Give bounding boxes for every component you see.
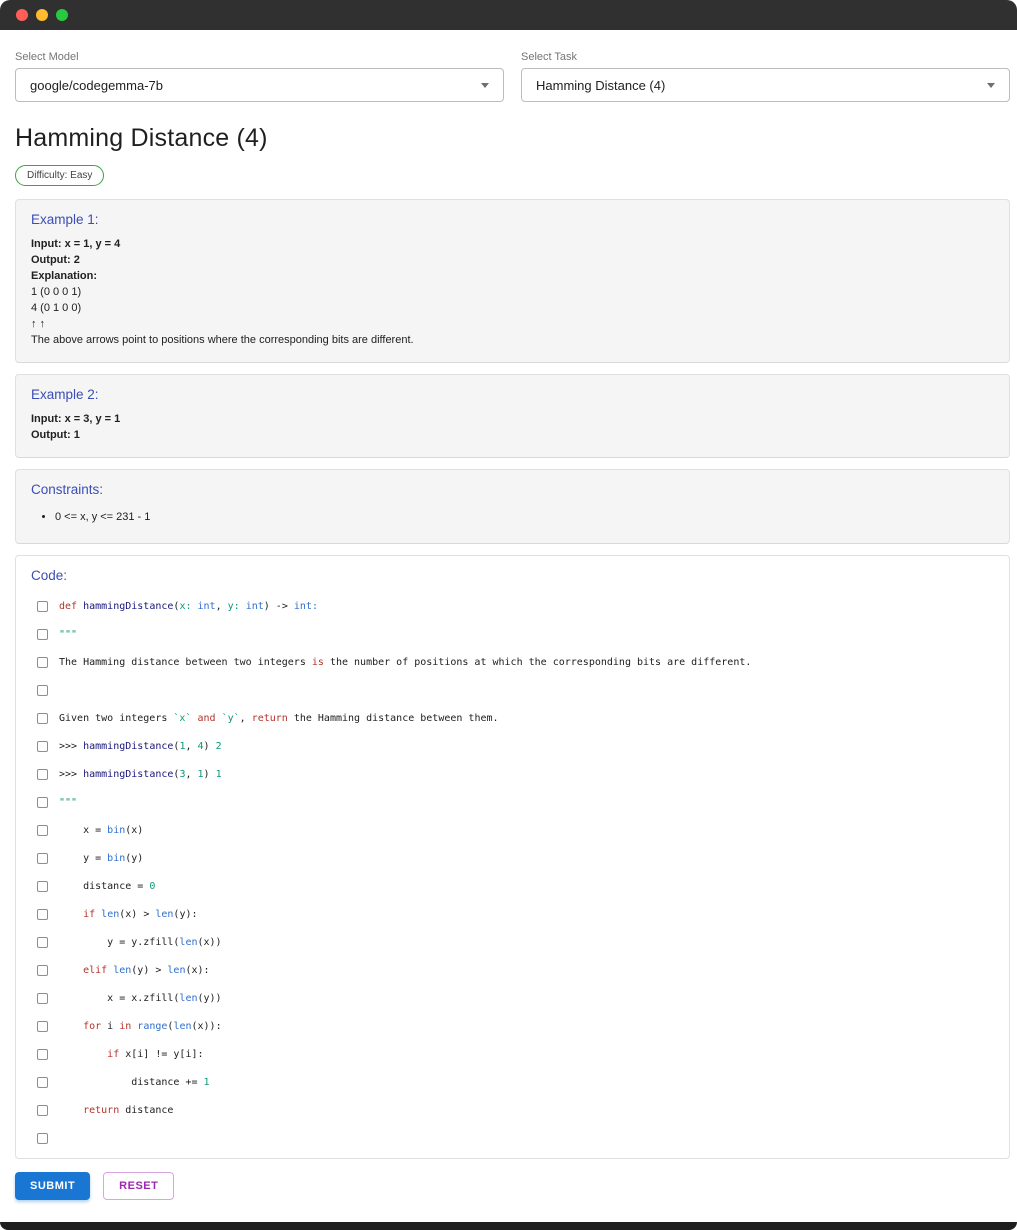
line-checkbox[interactable] [37, 993, 48, 1004]
line-checkbox[interactable] [37, 909, 48, 920]
code-text: for i in range(len(x)): [83, 1020, 222, 1032]
code-line [31, 676, 994, 704]
example-line: 4 (0 1 0 0) [31, 302, 82, 314]
code-text: """ [59, 628, 78, 640]
window-titlebar [0, 0, 1017, 30]
example-2-body [31, 411, 994, 443]
window-bottom-edge [0, 1222, 1017, 1230]
code-line [31, 704, 994, 732]
code-text: >>> hammingDistance(3, 1) 1 [59, 768, 222, 780]
code-text: distance += 1 [59, 1076, 210, 1088]
line-checkbox[interactable] [37, 853, 48, 864]
code-line [31, 844, 994, 872]
code-header: Code: [31, 568, 68, 583]
chevron-down-icon [987, 83, 995, 88]
task-select-label: Select Task [521, 51, 578, 63]
code-line [31, 760, 994, 788]
code-text: Given two integers `x` and `y`, return the Hamming distance between them. [59, 712, 499, 724]
chevron-down-icon [481, 83, 489, 88]
code-line [31, 872, 994, 900]
code-text: """ [59, 796, 78, 808]
example-2-card [15, 374, 1010, 458]
line-checkbox[interactable] [37, 713, 48, 724]
code-line [31, 928, 994, 956]
constraint-item: • 0 <= x, y <= 231 - 1 [55, 509, 994, 525]
minimize-button[interactable] [36, 9, 48, 21]
submit-button[interactable]: SUBMIT [15, 1172, 90, 1200]
example-1-header: Example 1: [31, 212, 99, 227]
code-line [31, 648, 994, 676]
example-line: 1 (0 0 0 1) [31, 286, 82, 298]
line-checkbox[interactable] [37, 825, 48, 836]
code-text: return distance [83, 1104, 174, 1116]
selectors-row [15, 51, 1010, 102]
code-text: The Hamming distance between two integers is the number of positions at which the corresponding bits are different. [59, 656, 752, 668]
example-1-body [31, 236, 994, 348]
code-text: x = bin(x) [59, 824, 144, 836]
close-button[interactable] [16, 9, 28, 21]
task-select-field [521, 51, 1010, 102]
line-checkbox[interactable] [37, 965, 48, 976]
constraints-list [31, 509, 994, 525]
code-line [31, 900, 994, 928]
constraints-header: Constraints: [31, 482, 104, 497]
line-checkbox[interactable] [37, 1105, 48, 1116]
code-text: def hammingDistance(x: int, y: int) -> int: [59, 600, 318, 612]
model-select-value: google/codegemma-7b [30, 77, 163, 93]
example-1-card [15, 199, 1010, 363]
line-checkbox[interactable] [37, 1021, 48, 1032]
line-checkbox[interactable] [37, 769, 48, 780]
difficulty-badge: Difficulty: Easy [15, 165, 104, 186]
actions-row [15, 1172, 1010, 1200]
line-checkbox[interactable] [37, 1133, 48, 1144]
code-line [31, 1068, 994, 1096]
example-line: The above arrows point to positions where the corresponding bits are different. [31, 334, 414, 346]
code-text: >>> hammingDistance(1, 4) 2 [59, 740, 222, 752]
line-checkbox[interactable] [37, 601, 48, 612]
example-line: Explanation: [31, 270, 98, 282]
code-line [31, 1040, 994, 1068]
code-text: elif len(y) > len(x): [83, 964, 210, 976]
code-card [15, 555, 1010, 1159]
model-select-label: Select Model [15, 51, 79, 63]
code-text: distance = 0 [59, 880, 156, 892]
zoom-button[interactable] [56, 9, 68, 21]
model-select-field [15, 51, 504, 102]
page-content [0, 30, 1017, 1208]
example-line: Output: 1 [31, 429, 80, 441]
code-line [31, 592, 994, 620]
code-lines [31, 592, 994, 1152]
example-line: Input: x = 1, y = 4 [31, 238, 121, 250]
line-checkbox[interactable] [37, 685, 48, 696]
line-checkbox[interactable] [37, 1077, 48, 1088]
code-line [31, 956, 994, 984]
task-select[interactable] [521, 68, 1010, 102]
code-text: x = x.zfill(len(y)) [59, 992, 222, 1004]
line-checkbox[interactable] [37, 937, 48, 948]
example-line: Input: x = 3, y = 1 [31, 413, 121, 425]
code-text: if len(x) > len(y): [83, 908, 198, 920]
example-line: ↑ ↑ [31, 318, 46, 330]
code-line [31, 620, 994, 648]
code-text: y = y.zfill(len(x)) [59, 936, 222, 948]
code-line [31, 788, 994, 816]
line-checkbox[interactable] [37, 881, 48, 892]
line-checkbox[interactable] [37, 741, 48, 752]
code-line [31, 1012, 994, 1040]
task-select-value: Hamming Distance (4) [536, 77, 666, 93]
constraints-card [15, 469, 1010, 544]
example-2-header: Example 2: [31, 387, 99, 402]
code-line [31, 816, 994, 844]
page-title: Hamming Distance (4) [15, 124, 268, 152]
reset-button[interactable]: RESET [103, 1172, 174, 1200]
code-line [31, 1124, 994, 1152]
example-line: Output: 2 [31, 254, 80, 266]
line-checkbox[interactable] [37, 797, 48, 808]
code-line [31, 732, 994, 760]
line-checkbox[interactable] [37, 657, 48, 668]
code-text: if x[i] != y[i]: [107, 1048, 204, 1060]
line-checkbox[interactable] [37, 629, 48, 640]
code-text: y = bin(y) [59, 852, 144, 864]
code-line [31, 984, 994, 1012]
line-checkbox[interactable] [37, 1049, 48, 1060]
model-select[interactable] [15, 68, 504, 102]
code-line [31, 1096, 994, 1124]
